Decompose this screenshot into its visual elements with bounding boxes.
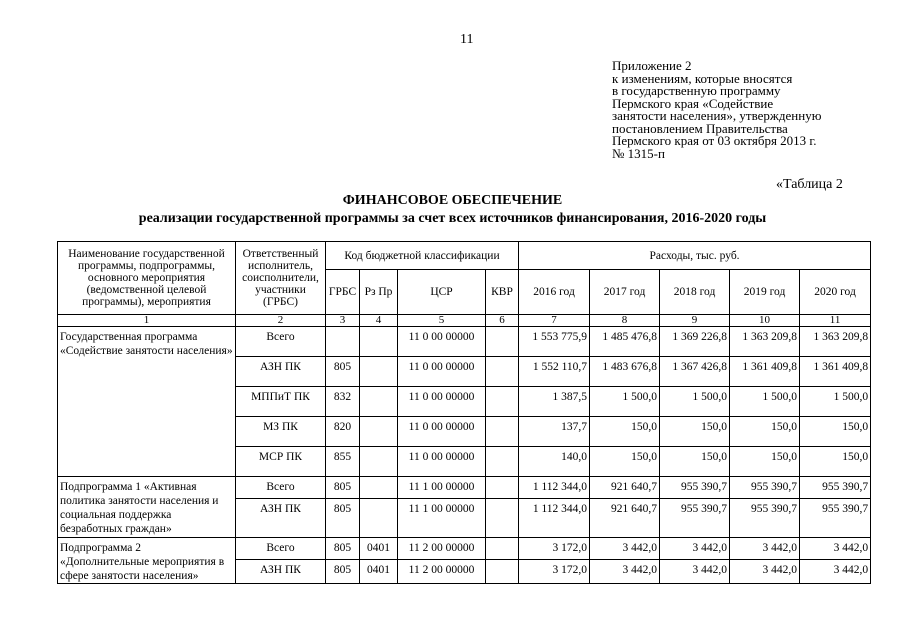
expense-cell: 3 442,0: [800, 538, 871, 560]
expense-cell: 1 553 775,9: [519, 327, 590, 357]
grbs-cell: 805: [326, 499, 360, 538]
table-row: [58, 538, 871, 560]
kvr-cell: [486, 499, 519, 538]
header-year: 2016 год: [519, 270, 590, 315]
expense-cell: 3 172,0: [519, 560, 590, 584]
table-row: [58, 327, 871, 357]
grbs-cell: 820: [326, 417, 360, 447]
rzpr-cell: [360, 357, 398, 387]
expense-cell: 1 112 344,0: [519, 477, 590, 499]
document-subtitle: реализации государственной программы за счет всех источников финансирования, 2016-2020 годы: [138, 211, 767, 226]
executor-cell: АЗН ПК: [236, 560, 326, 584]
expense-cell: 1 500,0: [800, 387, 871, 417]
rzpr-cell: [360, 387, 398, 417]
executor-cell: АЗН ПК: [236, 357, 326, 387]
expense-cell: 1 500,0: [590, 387, 660, 417]
expense-cell: 1 367 426,8: [660, 357, 730, 387]
appendix-line: в государственную программу: [612, 83, 781, 98]
grbs-cell: 855: [326, 447, 360, 477]
expense-cell: 1 485 476,8: [590, 327, 660, 357]
header-year: 2020 год: [800, 270, 871, 315]
expense-cell: 3 172,0: [519, 538, 590, 560]
expense-cell: 140,0: [519, 447, 590, 477]
expense-cell: 150,0: [800, 417, 871, 447]
kvr-cell: [486, 357, 519, 387]
header-rzpr: Рз Пр: [360, 270, 398, 315]
expense-cell: 3 442,0: [660, 538, 730, 560]
expense-cell: 3 442,0: [590, 538, 660, 560]
executor-cell: Всего: [236, 327, 326, 357]
expense-cell: 150,0: [660, 417, 730, 447]
grbs-cell: [326, 327, 360, 357]
document-title: ФИНАНСОВОЕ ОБЕСПЕЧЕНИЕ: [342, 193, 563, 208]
expense-cell: 1 387,5: [519, 387, 590, 417]
column-numbers-row: [58, 315, 871, 327]
header-budget-code: Код бюджетной классификации: [326, 242, 519, 270]
expense-cell: 150,0: [800, 447, 871, 477]
csr-cell: 11 0 00 00000: [398, 417, 486, 447]
rzpr-cell: [360, 447, 398, 477]
expense-cell: 137,7: [519, 417, 590, 447]
header-csr: ЦСР: [398, 270, 486, 315]
csr-cell: 11 2 00 00000: [398, 538, 486, 560]
expense-cell: 1 363 209,8: [800, 327, 871, 357]
expense-cell: 1 552 110,7: [519, 357, 590, 387]
rzpr-cell: [360, 417, 398, 447]
column-number: 5: [398, 315, 486, 327]
kvr-cell: [486, 387, 519, 417]
kvr-cell: [486, 477, 519, 499]
financing-table: [57, 241, 871, 584]
executor-cell: МЗ ПК: [236, 417, 326, 447]
column-number: 4: [360, 315, 398, 327]
kvr-cell: [486, 538, 519, 560]
executor-cell: Всего: [236, 538, 326, 560]
program-name-cell: Подпрограмма 1 «Активная политика занятости населения и социальная поддержка безработных граждан»: [58, 477, 236, 538]
executor-cell: МППиТ ПК: [236, 387, 326, 417]
csr-cell: 11 1 00 00000: [398, 477, 486, 499]
column-number: 8: [590, 315, 660, 327]
expense-cell: 150,0: [590, 447, 660, 477]
table-reference: «Таблица 2: [776, 177, 843, 192]
expense-cell: 3 442,0: [590, 560, 660, 584]
expense-cell: 1 500,0: [660, 387, 730, 417]
executor-cell: АЗН ПК: [236, 499, 326, 538]
executor-cell: МСР ПК: [236, 447, 326, 477]
column-number: 7: [519, 315, 590, 327]
appendix-line: Приложение 2: [612, 58, 692, 73]
column-number: 3: [326, 315, 360, 327]
header-name: Наименование государственной программы, подпрограммы, основного мероприятия (ведомственной целевой программы), мероприятия: [58, 242, 236, 315]
kvr-cell: [486, 327, 519, 357]
expense-cell: 3 442,0: [660, 560, 730, 584]
expense-cell: 955 390,7: [660, 477, 730, 499]
expense-cell: 955 390,7: [800, 477, 871, 499]
grbs-cell: 805: [326, 560, 360, 584]
csr-cell: 11 2 00 00000: [398, 560, 486, 584]
expense-cell: 921 640,7: [590, 499, 660, 538]
expense-cell: 955 390,7: [800, 499, 871, 538]
expense-cell: 921 640,7: [590, 477, 660, 499]
appendix-line: Пермского края от 03 октября 2013 г.: [612, 133, 817, 148]
expense-cell: 1 361 409,8: [730, 357, 800, 387]
header-year: 2019 год: [730, 270, 800, 315]
csr-cell: 11 1 00 00000: [398, 499, 486, 538]
expense-cell: 150,0: [730, 417, 800, 447]
rzpr-cell: 0401: [360, 560, 398, 584]
header-year: 2017 год: [590, 270, 660, 315]
header-expenses: Расходы, тыс. руб.: [519, 242, 871, 270]
page-number: 11: [460, 32, 474, 47]
rzpr-cell: 0401: [360, 538, 398, 560]
expense-cell: 1 363 209,8: [730, 327, 800, 357]
program-name-cell: Подпрограмма 2 «Дополнительные мероприятия в сфере занятости населения»: [58, 538, 236, 584]
expense-cell: 150,0: [590, 417, 660, 447]
csr-cell: 11 0 00 00000: [398, 327, 486, 357]
header-executor: Ответственный исполнитель, соисполнители, участники (ГРБС): [236, 242, 326, 315]
appendix-line: к изменениям, которые вносятся: [612, 70, 793, 86]
kvr-cell: [486, 417, 519, 447]
table-row: [58, 477, 871, 499]
expense-cell: 150,0: [730, 447, 800, 477]
appendix-line: постановлением Правительства: [612, 120, 788, 136]
column-number: 9: [660, 315, 730, 327]
grbs-cell: 832: [326, 387, 360, 417]
expense-cell: 955 390,7: [660, 499, 730, 538]
csr-cell: 11 0 00 00000: [398, 357, 486, 387]
kvr-cell: [486, 560, 519, 584]
expense-cell: 3 442,0: [800, 560, 871, 584]
appendix-note: [612, 60, 892, 160]
appendix-line: занятости населения», утвержденную: [612, 108, 822, 123]
column-number: 11: [800, 315, 871, 327]
expense-cell: 3 442,0: [730, 538, 800, 560]
rzpr-cell: [360, 477, 398, 499]
expense-cell: 1 361 409,8: [800, 357, 871, 387]
csr-cell: 11 0 00 00000: [398, 447, 486, 477]
expense-cell: 955 390,7: [730, 477, 800, 499]
appendix-line: Пермского края «Содействие: [612, 95, 774, 111]
grbs-cell: 805: [326, 357, 360, 387]
expense-cell: 3 442,0: [730, 560, 800, 584]
column-number: 10: [730, 315, 800, 327]
expense-cell: 1 112 344,0: [519, 499, 590, 538]
column-number: 6: [486, 315, 519, 327]
grbs-cell: 805: [326, 477, 360, 499]
appendix-line: № 1315-п: [612, 145, 665, 161]
expense-cell: 150,0: [660, 447, 730, 477]
executor-cell: Всего: [236, 477, 326, 499]
header-kvr: КВР: [486, 270, 519, 315]
expense-cell: 1 369 226,8: [660, 327, 730, 357]
rzpr-cell: [360, 499, 398, 538]
expense-cell: 955 390,7: [730, 499, 800, 538]
grbs-cell: 805: [326, 538, 360, 560]
kvr-cell: [486, 447, 519, 477]
program-name-cell: Государственная программа «Содействие занятости населения»: [58, 327, 236, 477]
column-number: 1: [58, 315, 236, 327]
header-year: 2018 год: [660, 270, 730, 315]
rzpr-cell: [360, 327, 398, 357]
column-number: 2: [236, 315, 326, 327]
header-grbs: ГРБС: [326, 270, 360, 315]
csr-cell: 11 0 00 00000: [398, 387, 486, 417]
expense-cell: 1 483 676,8: [590, 357, 660, 387]
expense-cell: 1 500,0: [730, 387, 800, 417]
